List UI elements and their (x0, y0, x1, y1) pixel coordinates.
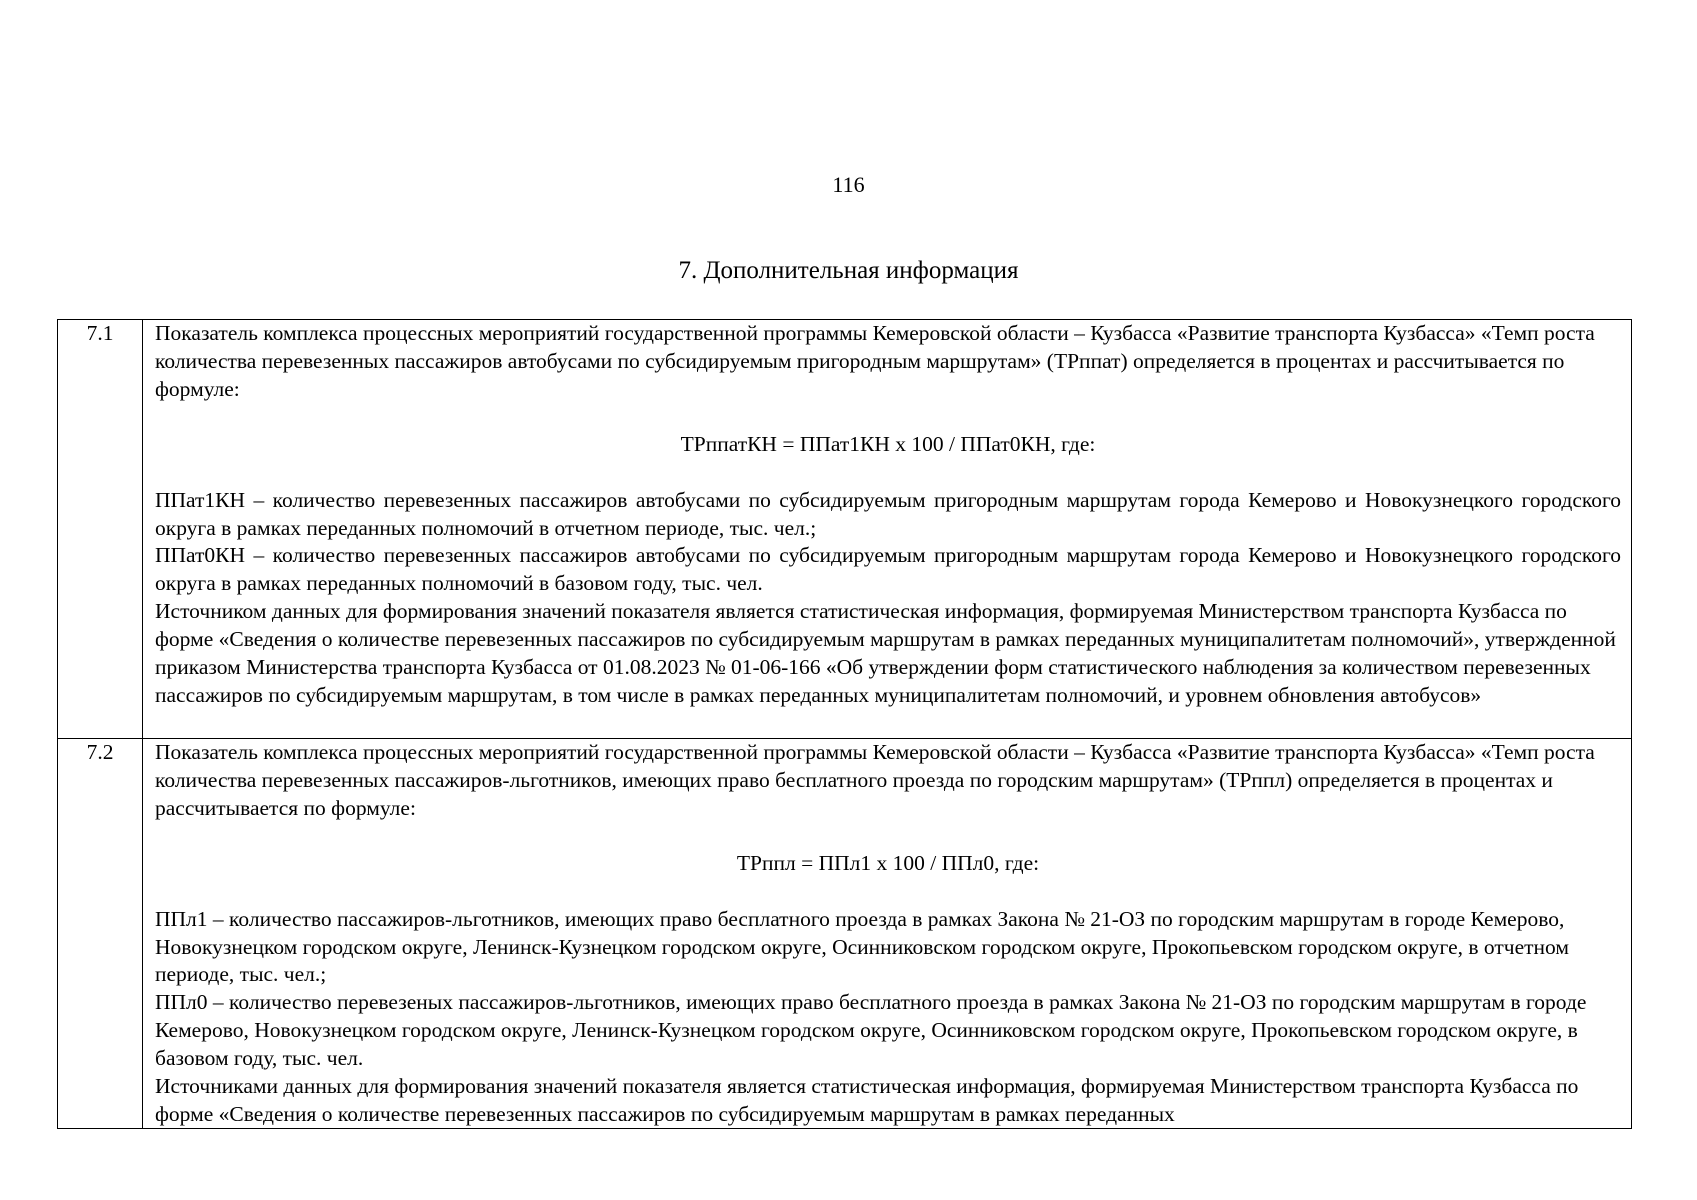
formula: ТРппл = ППл1 х 100 / ППл0, где: (736, 850, 1040, 875)
indicator-intro: Показатель комплекса процессных мероприятий государственной программы Кемеровской области – Кузбасса «Развитие транспорта Кузбасса» «Темп роста количества перевезенных пассажиров-льготников, имеющих право бесплатного проезда по городским маршрутам» (ТРппл) определяется в процентах и рассчитывается по формуле: (155, 740, 1595, 820)
table-row (58, 739, 1632, 1129)
table-row (58, 320, 1632, 739)
additional-info-table (57, 319, 1632, 1129)
data-source: Источниками данных для формирования значений показателя является статистическая информация, формируемая Министерством транспорта Кузбасса по форме «Сведения о количестве перевезенных пассажиров по субсидируемым маршрутам в рамках переданных (155, 1074, 1579, 1126)
row-number: 7.1 (58, 320, 143, 739)
definition: ППл1 – количество пассажиров-льготников, имеющих право бесплатного проезда в рамках Закона № 21-ОЗ по городским маршрутам в городе Кемерово, Новокузнецком городском округе, Ленинск-Кузнецком городском округе, Осинниковском городском округе, Прокопьевском городском округе, в отчетном периоде, тыс. чел.; (155, 906, 1569, 987)
definition: ППат1КН – количество перевезенных пассажиров автобусами по субсидируемым пригородным маршрутам города Кемерово и Новокузнецкого городского округа в рамках переданных полномочий в отчетном периоде, тыс. чел.; (155, 487, 1621, 540)
indicator-intro: Показатель комплекса процессных мероприятий государственной программы Кемеровской области – Кузбасса «Развитие транспорта Кузбасса» «Темп роста количества перевезенных пассажиров автобусами по субсидируемым пригородным маршрутам» (ТРппат) определяется в процентах и рассчитывается по формуле: (155, 321, 1595, 401)
row-number: 7.2 (58, 739, 143, 1129)
data-source: Источником данных для формирования значений показателя является статистическая информация, формируемая Министерством транспорта Кузбасса по форме «Сведения о количестве перевезенных пассажиров по субсидируемым маршрутам в рамках переданных муниципалитетам полномочий», утвержденной приказом Министерства транспорта Кузбасса от 01.08.2023 № 01-06-166 «Об утверждении форм статистического наблюдения за количеством перевезенных пассажиров по субсидируемым маршрутам, в том числе в рамках переданных муниципалитетам полномочий, и уровнем обновления автобусов» (155, 599, 1616, 707)
row-content (143, 320, 1632, 739)
formula: ТРппатКН = ППат1КН х 100 / ППат0КН, где: (680, 431, 1096, 456)
row-content (143, 739, 1632, 1129)
definition: ППл0 – количество перевезеных пассажиров-льготников, имеющих право бесплатного проезда в рамках Закона № 21-ОЗ по городским маршрутам в городе Кемерово, Новокузнецком городском округе, Ленинск-Кузнецком городском округе, Осинниковском городском округе, Прокопьевском городском округе, в базовом году, тыс. чел. (155, 990, 1587, 1071)
page-number: 116 (832, 172, 865, 197)
section-title: 7. Дополнительная информация (678, 257, 1019, 284)
definition: ППат0КН – количество перевезенных пассажиров автобусами по субсидируемым пригородным маршрутам города Кемерово и Новокузнецкого городского округа в рамках переданных полномочий в базовом году, тыс. чел. (155, 543, 1621, 596)
